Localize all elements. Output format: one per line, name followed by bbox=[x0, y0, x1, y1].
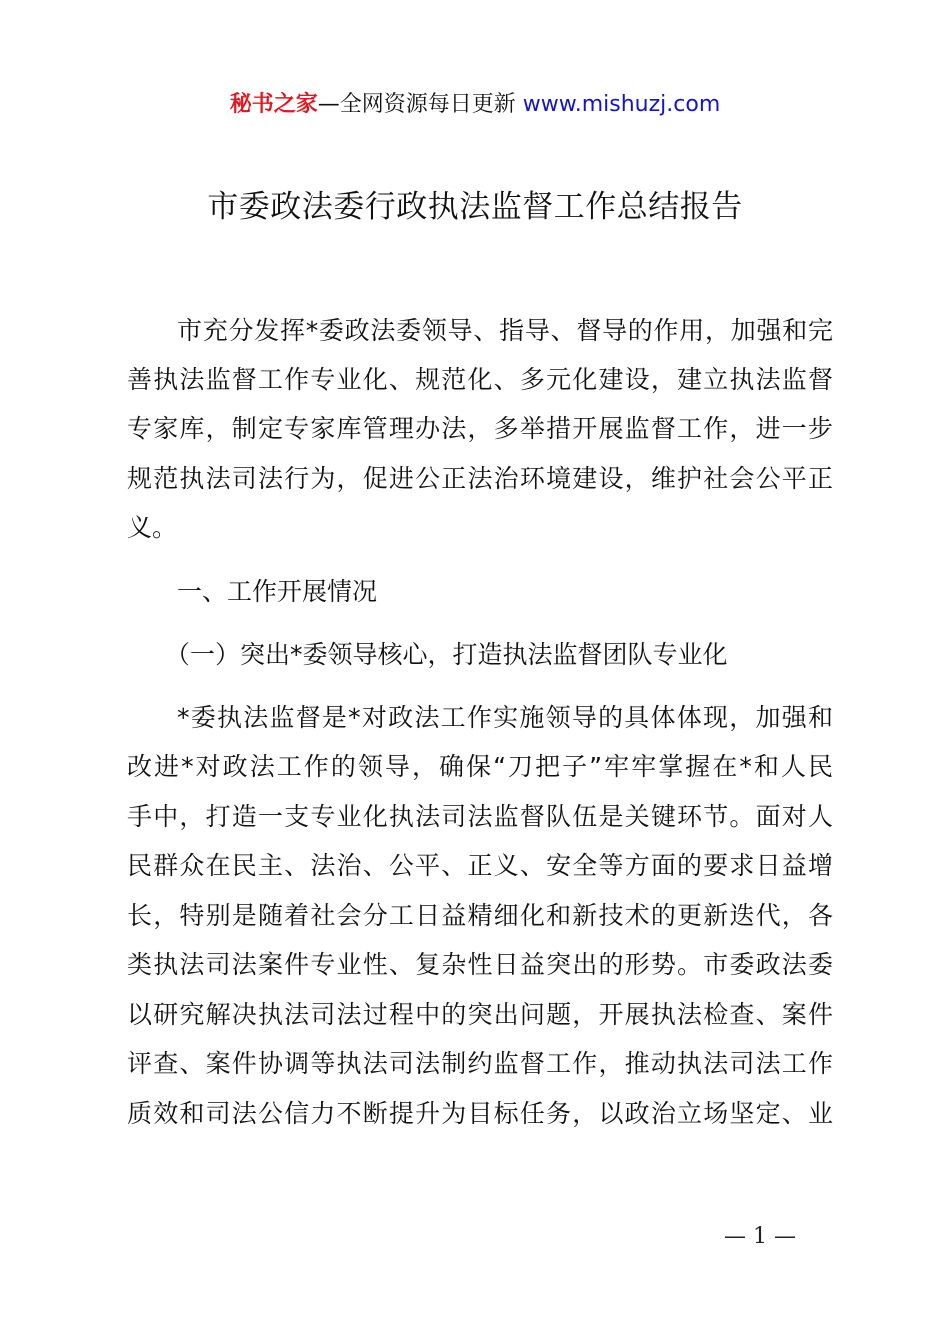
page-number: — 1 — bbox=[724, 1224, 796, 1249]
body-line: *委执法监督是*对政法工作实施领导的具体体现，加强和 bbox=[177, 703, 833, 732]
intro-line: 规范执法司法行为，促进公正法治环境建设，维护社会公平正 bbox=[127, 464, 833, 493]
site-url-link[interactable]: www.mishuzj.com bbox=[522, 92, 721, 117]
body-line: 质效和司法公信力不断提升为目标任务，以政治立场坚定、业 bbox=[127, 1099, 833, 1128]
subsection-heading: （一）突出*委领导核心，打造执法监督团队专业化 bbox=[165, 640, 728, 669]
body-line: 长，特别是随着社会分工日益精细化和新技术的更新迭代，各 bbox=[127, 901, 833, 930]
document-title: 市委政法委行政执法监督工作总结报告 bbox=[207, 189, 743, 225]
intro-line: 义。 bbox=[127, 513, 178, 542]
body-line: 以研究解决执法司法过程中的突出问题，开展执法检查、案件 bbox=[127, 1000, 833, 1029]
intro-line: 专家库，制定专家库管理办法，多举措开展监督工作，进一步 bbox=[127, 414, 833, 443]
body-line: 手中，打造一支专业化执法司法监督队伍是关键环节。面对人 bbox=[127, 802, 833, 831]
intro-line: 善执法监督工作专业化、规范化、多元化建设，建立执法监督 bbox=[127, 365, 833, 394]
intro-line: 市充分发挥*委政法委领导、指导、督导的作用，加强和完 bbox=[177, 316, 833, 345]
body-line: 改进*对政法工作的领导，确保“刀把子”牢牢掌握在*和人民 bbox=[127, 752, 833, 781]
body-line: 类执法司法案件专业性、复杂性日益突出的形势。市委政法委 bbox=[127, 950, 833, 979]
header-slogan: —全网资源每日更新 bbox=[317, 92, 523, 117]
body-line: 评查、案件协调等执法司法制约监督工作，推动执法司法工作 bbox=[127, 1049, 833, 1078]
section-heading: 一、工作开展情况 bbox=[177, 577, 378, 606]
site-header bbox=[0, 88, 950, 122]
brand-name: 秘书之家 bbox=[229, 92, 318, 117]
body-line: 民群众在民主、法治、公平、正义、安全等方面的要求日益增 bbox=[127, 851, 833, 880]
